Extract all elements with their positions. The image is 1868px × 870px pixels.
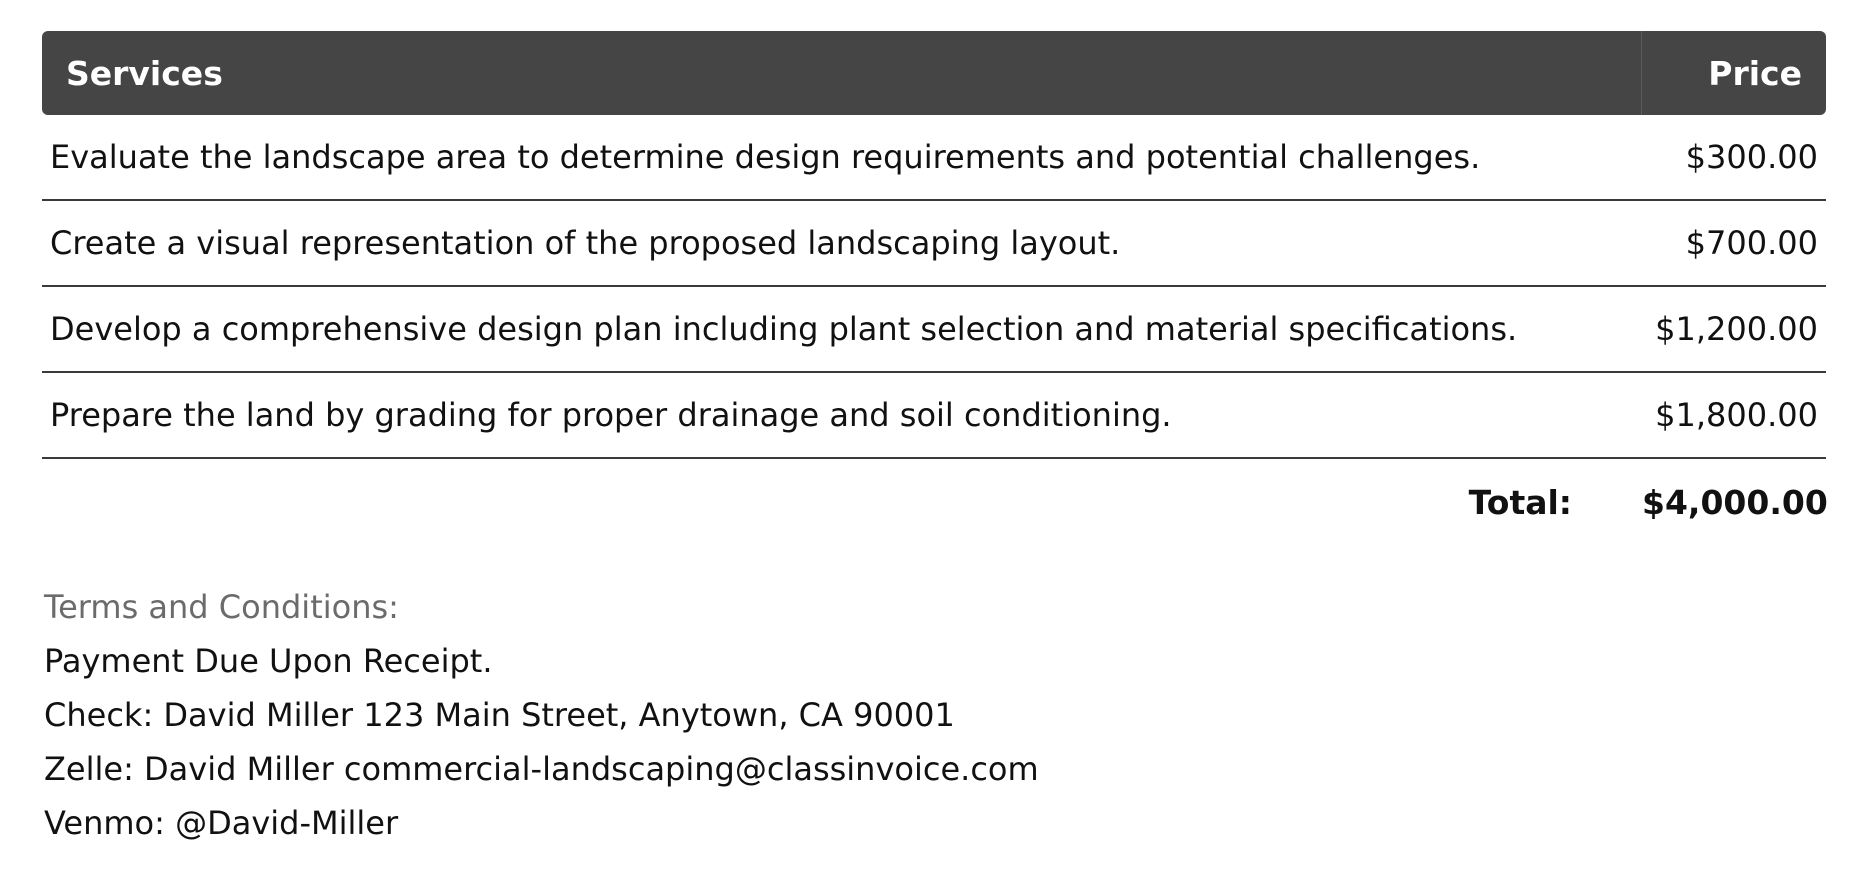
- header-price: Price: [1708, 53, 1802, 93]
- service-price: $1,200.00: [1655, 310, 1818, 348]
- terms-check: Check: David Miller 123 Main Street, Anytown, CA 90001: [44, 696, 955, 734]
- service-price: $1,800.00: [1655, 396, 1818, 434]
- table-row: [42, 115, 1826, 201]
- total-row: [42, 459, 1826, 545]
- table-row: [42, 287, 1826, 373]
- service-description: Develop a comprehensive design plan including plant selection and material specifications.: [50, 310, 1518, 348]
- services-table: [42, 31, 1826, 545]
- service-price: $300.00: [1685, 138, 1818, 176]
- table-row: [42, 201, 1826, 287]
- table-header: [42, 31, 1826, 115]
- table-row: [42, 373, 1826, 459]
- terms-zelle: Zelle: David Miller commercial-landscaping@classinvoice.com: [44, 750, 1039, 788]
- total-label: Total:: [1468, 482, 1572, 522]
- service-description: Prepare the land by grading for proper drainage and soil conditioning.: [50, 396, 1172, 434]
- service-description: Evaluate the landscape area to determine design requirements and potential challenges.: [50, 138, 1481, 176]
- terms-payment-due: Payment Due Upon Receipt.: [44, 642, 493, 680]
- terms-venmo: Venmo: @David-Miller: [44, 804, 399, 842]
- total-value: $4,000.00: [1642, 482, 1828, 522]
- service-description: Create a visual representation of the proposed landscaping layout.: [50, 224, 1121, 262]
- header-services: Services: [42, 31, 1642, 115]
- service-price: $700.00: [1685, 224, 1818, 262]
- terms-section: [44, 580, 1039, 850]
- terms-title: Terms and Conditions:: [44, 588, 399, 626]
